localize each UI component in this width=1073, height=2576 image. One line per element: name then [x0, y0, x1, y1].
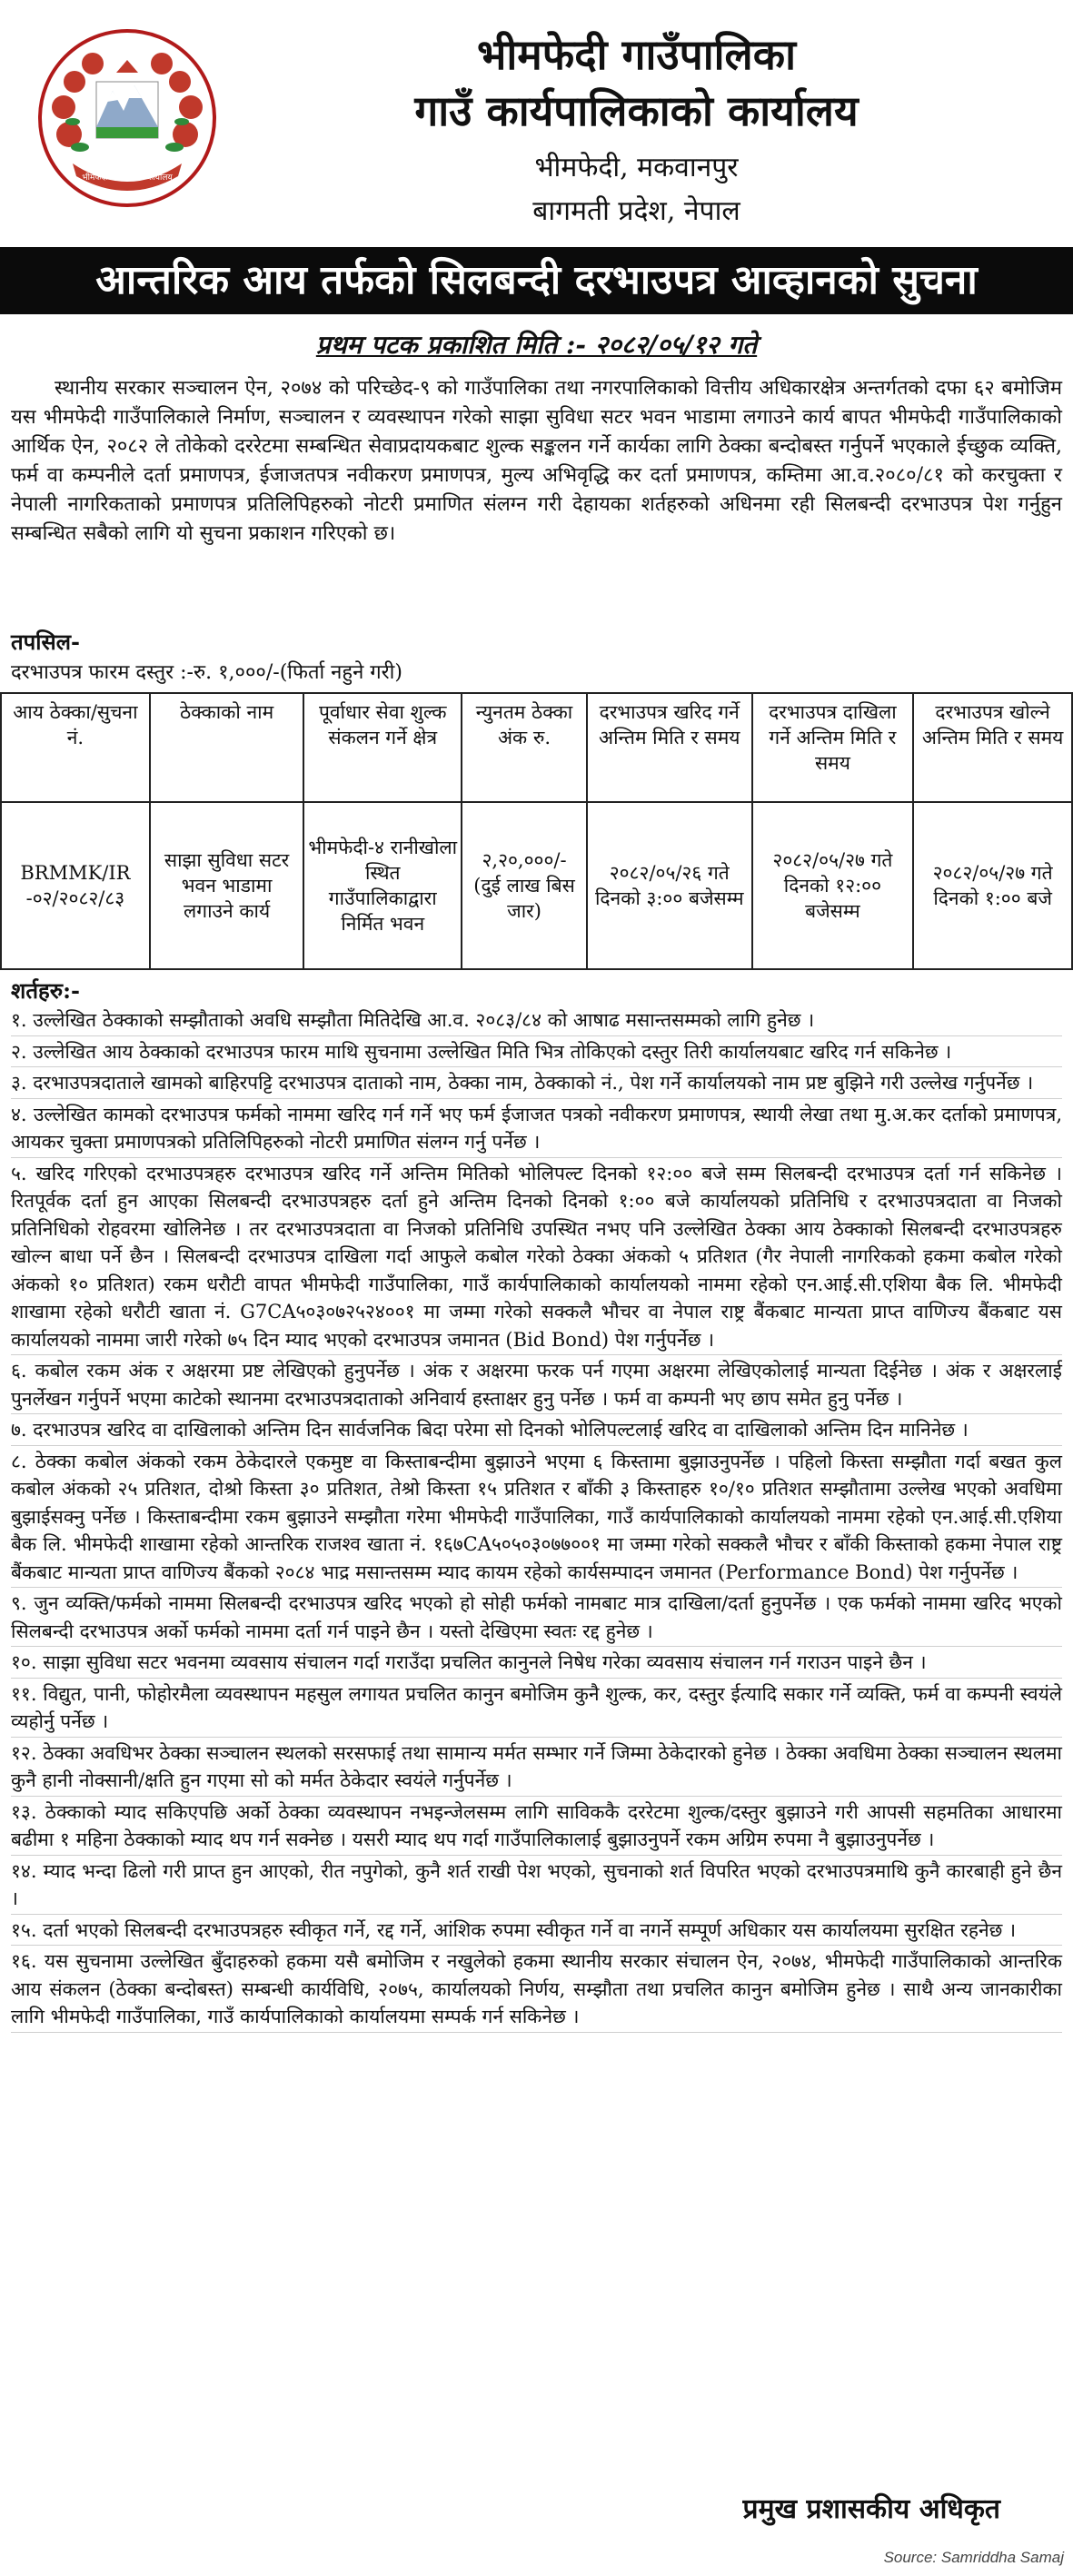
cell-minimum-amount: २,२०,०००/- (दुई लाख बिस जार) [462, 802, 587, 969]
condition-item: ४. उल्लेखित कामको दरभाउपत्र फर्मको नाममा खरिद गर्न गर्ने भए फर्म ईजाजत पत्रको नवीकरण प्रमाणपत्र, स्थायी लेखा तथा मु.अ.कर दर्ताको प्रमाणपत्र, आयकर चुक्ता प्रमाणपत्रको प्रतिलिपिहरुको नोटरी प्रमाणित संलग्न गर्नु पर्नेछ । [11, 1101, 1062, 1158]
table-header-row [1, 693, 1072, 802]
condition-item: ८. ठेक्का कबोल अंकको रकम ठेकेदारले एकमुष्ट वा किस्ताबन्दीमा बुझाउने भएमा ६ किस्तामा बुझाउनुपर्नेछ । पहिलो किस्ता सम्झौता गर्दा बखत कुल कबोल अंकको २५ प्रतिशत, दोश्रो किस्ता ३० प्रतिशत, तेश्रो किस्ता १५ प्रतिशत र बाँकी ३ किस्ताहरु १०/१० प्रतिशत सम्झौतामा उल्लेख भएको अवधिमा बुझाईसक्नु पर्नेछ । किस्ताबन्दीमा रकम बुझाउने सम्झौता गरेमा भीमफेदी गाउँपालिका, गाउँ कार्यपालिकाको कार्यालयको नाममा रहेको एन.आई.सी.एशिया बैक लि. भीमफेदी शाखामा रहेको आन्तरिक राजश्व खाता नं. १६७CA५०५०३०७७००१ मा जम्मा गरेको सक्कलै भौचर र बाँकी किस्ताको हकमा नेपाल राष्ट्र बैंकबाट मान्यता प्राप्त वाणिज्य बैंकको २०८४ भाद्र मसान्तसम्म म्याद कायम रहेको कार्यसम्पादन जमानत (Performance Bond) पेश गर्नुपर्नेछ । [11, 1448, 1062, 1589]
condition-item: १४. म्याद भन्दा ढिलो गरी प्राप्त हुन आएको, रीत नपुगेको, कुनै शर्त राखी पेश भएको, सुचनाको शर्त विपरित भएको दरभाउपत्रमाथि कुनै कारबाही हुने छैन । [11, 1858, 1062, 1915]
office-address: भीमफेदी, मकवानपुर [534, 152, 739, 183]
conditions-list [11, 1006, 1062, 2035]
details-heading: तपसिल- [11, 629, 80, 655]
source-credit: Source: Samriddha Samaj [883, 2549, 1064, 2566]
condition-item: १३. ठेक्काको म्याद सकिएपछि अर्को ठेक्का व्यवस्थापन नभइन्जेलसम्म लागि साविककै दररेटमा शुल्क/दस्तुर बुझाउने गरी आपसी सहमतिका आधारमा बढीमा १ महिना ठेक्काको म्याद थप गर्न सक्नेछ । यसरी म्याद थप गर्दा गाउँपालिकालाई बुझाउनुपर्ने रकम अग्रिम रुपमा नै बुझाउनुपर्नेछ । [11, 1798, 1062, 1856]
col-header-collection-area: पूर्वाधार सेवा शुल्क संकलन गर्ने क्षेत्र [303, 693, 462, 802]
table-row [1, 802, 1072, 969]
condition-item: ३. दरभाउपत्रदाताले खामको बाहिरपट्टि दरभाउपत्र दाताको नाम, ठेक्का नाम, ठेक्काको नं., पेश गर्ने कार्यालयको नाम प्रष्ट बुझिने गरी उल्लेख गर्नुपर्नेछ । [11, 1069, 1062, 1099]
notice-title-banner: आन्तरिक आय तर्फको सिलबन्दी दरभाउपत्र आव्हानको सुचना [0, 247, 1073, 314]
condition-item: १२. ठेक्का अवधिभर ठेक्का सञ्चालन स्थलको सरसफाई तथा सामान्य मर्मत सम्भार गर्ने जिम्मा ठेकेदारको हुनेछ । ठेक्का अवधिमा ठेक्का सञ्चालन स्थलमा कुनै हानी नोक्सानी/क्षति हुन गएमा सो को मर्मत ठेकेदार स्वयंले गर्नुपर्नेछ । [11, 1739, 1062, 1797]
cell-purchase-deadline: २०८२/०५/२६ गते दिनको ३:०० बजेसम्म [587, 802, 752, 969]
emblem-caption: भीमफेदी गाउँपालिका कार्यालय [82, 173, 173, 183]
condition-item: १. उल्लेखित ठेक्काको सम्झौताको अवधि सम्झौता मितिदेखि आ.व. २०८३/८४ को आषाढ मसान्तसम्मको लागि हुनेछ । [11, 1006, 1062, 1036]
condition-item: १०. साझा सुविधा सटर भवनमा व्यवसाय संचालन गर्दा गराउँदा प्रचलित कानुनले निषेध गरेका व्यवसाय संचालन गर्न गराउन पाइने छैन । [11, 1649, 1062, 1679]
col-header-opening-date: दरभाउपत्र खोल्ने अन्तिम मिति र समय [913, 693, 1072, 802]
intro-paragraph: स्थानीय सरकार सञ्चालन ऐन, २०७४ को परिच्छेद-९ को गाउँपालिका तथा नगरपालिकाको वित्तीय अधिकारक्षेत्र अन्तर्गतको दफा ६२ बमोजिम यस भीमफेदी गाउँपालिकाले निर्माण, सञ्चालन र व्यवस्थापन गरेको साझा सुविधा सटर भवन भाडामा लगाउने कार्य बापत भीमफेदी गाउँपालिकाको आर्थिक ऐन, २०८२ ले तोकेको दररेटमा सम्बन्धित सेवाप्रदायकबाट शुल्क सङ्कलन गर्ने कार्यका लागि ठेक्का बन्दोबस्त गर्नुपर्ने भएकाले ईच्छुक व्यक्ति, फर्म वा कम्पनीले दर्ता प्रमाणपत्र, ईजाजतपत्र नवीकरण प्रमाणपत्र, मुल्य अभिवृद्धि कर दर्ता प्रमाणपत्र, कम्तिमा आ.व.२०८०/८१ को करचुक्ता र नेपाली नागरिकताको प्रमाणपत्र प्रतिलिपिहरुको नोटरी प्रमाणित संलग्न गरी देहायका शर्तहरुको अधिनमा रही सिलबन्दी दरभाउपत्र पेश गर्नुहुन सम्बन्धित सबैको लागि यो सुचना प्रकाशन गरिएको छ। [11, 377, 1062, 545]
conditions-heading: शर्तहरु:- [11, 977, 80, 1004]
cell-contract-name: साझा सुविधा सटर भवन भाडामा लगाउने कार्य [150, 802, 304, 969]
condition-item: ९. जुन व्यक्ति/फर्मको नाममा सिलबन्दी दरभाउपत्र खरिद भएको हो सोही फर्मको नामबाट मात्र दाखिला/दर्ता हुनुपर्नेछ । एक फर्मको नाममा खरिद भएको सिलबन्दी दरभाउपत्र अर्को फर्मको नाममा दर्ता गर्न पाइने छैन । यस्तो देखिएमा स्वतः रद्द हुनेछ । [11, 1590, 1062, 1647]
cell-submission-deadline: २०८२/०५/२७ गते दिनको १२:०० बजेसम्म [752, 802, 914, 969]
condition-item: १५. दर्ता भएको सिलबन्दी दरभाउपत्रहरु स्वीकृत गर्ने, रद्द गर्ने, आंशिक रुपमा स्वीकृत गर्ने वा नगर्ने सम्पूर्ण अधिकार यस कार्यालयमा सुरक्षित रहनेछ । [11, 1917, 1062, 1947]
municipality-name: भीमफेदी गाउँपालिका [477, 30, 796, 79]
cell-collection-area: भीमफेदी-४ रानीखोला स्थित गाउँपालिकाद्वारा निर्मित भवन [303, 802, 462, 969]
cell-opening-date: २०८२/०५/२७ गते दिनको १:०० बजे [913, 802, 1072, 969]
office-province: बागमती प्रदेश, नेपाल [532, 195, 740, 227]
published-date: प्रथम पटक प्रकाशित मिति :- २०८२/०५/१२ गते [315, 330, 758, 360]
col-header-contract-no: आय ठेक्का/सुचना नं. [1, 693, 150, 802]
col-header-purchase-deadline: दरभाउपत्र खरिद गर्ने अन्तिम मिति र समय [587, 693, 752, 802]
col-header-contract-name: ठेक्काको नाम [150, 693, 304, 802]
office-name: गाउँ कार्यपालिकाको कार्यालय [414, 86, 859, 135]
municipality-emblem-icon [36, 27, 218, 209]
signatory-title: प्रमुख प्रशासकीय अधिकृत [742, 2493, 1000, 2525]
cell-contract-no: BRMMK/IR -०२/२०८२/८३ [1, 802, 150, 969]
tender-table [0, 692, 1073, 970]
condition-item: ७. दरभाउपत्र खरिद वा दाखिलाको अन्तिम दिन सार्वजनिक बिदा परेमा सो दिनको भोलिपल्टलाई खरिद वा दाखिलाको अन्तिम दिन मानिनेछ । [11, 1416, 1062, 1446]
form-fee: दरभाउपत्र फारम दस्तुर :-रु. १,०००/-(फिर्ता नहुने गरी) [11, 661, 402, 684]
condition-item: ११. विद्युत, पानी, फोहोरमैला व्यवस्थापन महसुल लगायत प्रचलित कानुन बमोजिम कुनै शुल्क, कर, दस्तुर ईत्यादि सकार गर्ने व्यक्ति, फर्म वा कम्पनी स्वयंले व्यहोर्नु पर्नेछ । [11, 1680, 1062, 1738]
condition-item: १६. यस सुचनामा उल्लेखित बुँदाहरुको हकमा यसै बमोजिम र नखुलेको हकमा स्थानीय सरकार संचालन ऐन, २०७४, भीमफेदी गाउँपालिकाको आन्तरिक आय संकलन (ठेक्का बन्दोबस्त) सम्बन्धी कार्यविधि, २०७५, कार्यालयको निर्णय, सम्झौता तथा प्रचलित कानुन बमोजिम हुनेछ । साथै अन्य जानकारीका लागि भीमफेदी गाउँपालिका, गाउँ कार्यपालिकाको कार्यालयमा सम्पर्क गर्न सकिनेछ । [11, 1947, 1062, 2033]
condition-item: २. उल्लेखित आय ठेक्काको दरभाउपत्र फारम माथि सुचनामा उल्लेखित मिति भित्र तोकिएको दस्तुर तिरी कार्यालयबाट खरिद गर्न सकिनेछ । [11, 1038, 1062, 1068]
col-header-minimum-amount: न्युनतम ठेक्का अंक रु. [462, 693, 587, 802]
condition-item: ५. खरिद गरिएको दरभाउपत्रहरु दरभाउपत्र खरिद गर्ने अन्तिम मितिको भोलिपल्ट दिनको १२:०० बजे सम्म सिलबन्दी दरभाउपत्र दर्ता गर्न सकिनेछ । रितपूर्वक दर्ता हुन आएका सिलबन्दी दरभाउपत्रहरु दर्ता हुने अन्तिम दिनको दिनको १:०० बजे कार्यालयको प्रतिनिधि र दरभाउपत्रदाता वा निजको प्रतिनिधिको रोहवरमा खोलिनेछ । तर दरभाउपत्रदाता वा निजको प्रतिनिधि उपस्थित नभए पनि उल्लेखित ठेक्का आय ठेक्काको सिलबन्दी दरभाउपत्रहरु खोल्न बाधा पर्ने छैन । सिलबन्दी दरभाउपत्र दाखिला गर्दा आफुले कबोल गरेको ठेक्का अंकको ५ प्रतिशत (गैर नेपाली नागरिकको हकमा कबोल गरेको अंकको १० प्रतिशत) रकम धरौटी वापत भीमफेदी गाउँपालिका, गाउँ कार्यपालिकाको कार्यालयको नाममा रहेको एन.आई.सी.एशिया बैक लि. भीमफेदी शाखामा रहेको धरौटी खाता नं. G7CA५०३०७२५२४००१ मा जम्मा गरेको सक्कलै भौचर वा नेपाल राष्ट्र बैंकबाट मान्यता प्राप्त वाणिज्य बैंकबाट यस कार्यालयको नाममा जारी गरेको ७५ दिन म्याद भएको दरभाउपत्र जमानत (Bid Bond) पेश गर्नुपर्नेछ । [11, 1160, 1062, 1356]
condition-item: ६. कबोल रकम अंक र अक्षरमा प्रष्ट लेखिएको हुनुपर्नेछ । अंक र अक्षरमा फरक पर्न गएमा अक्षरमा लेखिएकोलाई मान्यता दिईनेछ । अंक र अक्षरलाई पुनर्लेखन गर्नुपर्ने भएमा काटेको स्थानमा दरभाउपत्रदाताको अनिवार्य हस्ताक्षर हुनु पर्नेछ । फर्म वा कम्पनी भए छाप समेत हुनु पर्नेछ । [11, 1357, 1062, 1414]
col-header-submission-deadline: दरभाउपत्र दाखिला गर्ने अन्तिम मिति र समय [752, 693, 914, 802]
